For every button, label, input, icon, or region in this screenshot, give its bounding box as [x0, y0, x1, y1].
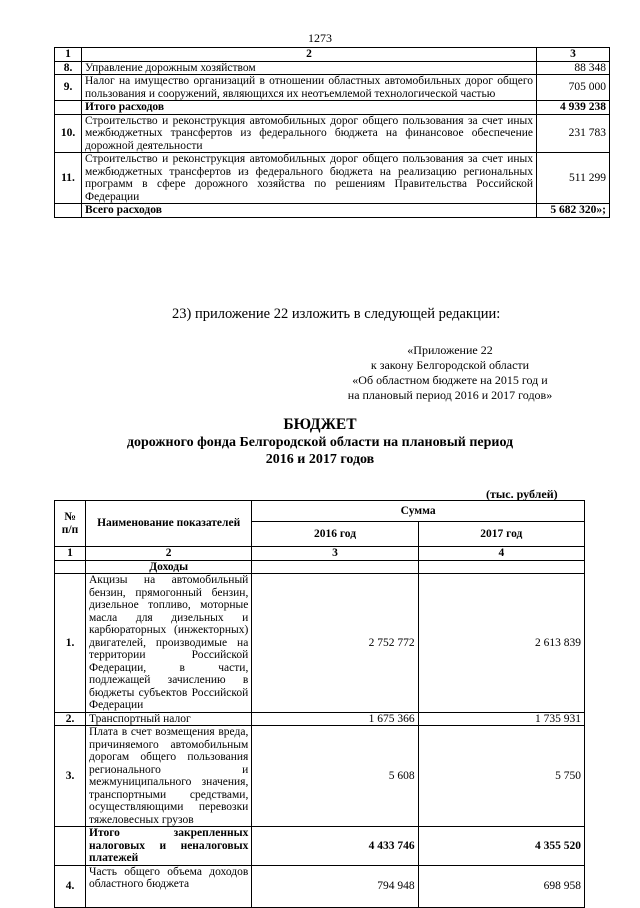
row-value-2017: 1 735 931: [418, 712, 584, 726]
index-cell: 3: [252, 547, 418, 561]
table-header-row: [55, 48, 610, 62]
index-cell: 4: [418, 547, 584, 561]
row-number: [55, 204, 82, 218]
empty-cell: [418, 560, 584, 574]
header-name: Наименование показателей: [86, 501, 252, 547]
row-name: Итого закрепленных налоговых и неналоговых платежей: [86, 827, 252, 866]
row-value: 4 939 238: [537, 101, 610, 115]
row-value: 231 783: [537, 114, 610, 153]
page-number: 1273: [308, 31, 332, 45]
empty-cell: [252, 560, 418, 574]
table-row-total: [55, 827, 585, 866]
subtitle-line: 2016 и 2017 годов: [265, 452, 375, 467]
appendix-line: на плановый период 2016 и 2017 годов»: [347, 388, 553, 402]
row-name: Управление дорожным хозяйством: [82, 61, 537, 75]
row-value-2016: 1 675 366: [252, 712, 418, 726]
table-row-total: [55, 204, 610, 218]
row-number: 1.: [55, 574, 86, 713]
header-2017: 2017 год: [418, 522, 584, 547]
row-number: 10.: [55, 114, 82, 153]
row-value: 511 299: [537, 153, 610, 204]
row-number: 2.: [55, 712, 86, 726]
section-income: Доходы: [86, 560, 252, 574]
row-number: 8.: [55, 61, 82, 75]
table-row: [55, 726, 585, 827]
subtitle-line: дорожного фонда Белгородской области на плановый период: [126, 435, 514, 450]
row-name: Строительство и реконструкция автомобильных дорог общего пользования за счет иных межбюджетных трансфертов из федерального бюджета на финансовое обеспечение дорожной деятельности: [82, 114, 537, 153]
appendix-header: [300, 343, 600, 403]
index-cell: 1: [55, 547, 86, 561]
header-sum: Сумма: [252, 501, 585, 522]
header-cell: 3: [537, 48, 610, 62]
header-num: № п/п: [55, 501, 86, 547]
appendix-line: «Приложение 22: [407, 343, 493, 357]
row-name: Плата в счет возмещения вреда, причиняемого автомобильным дорогам общего пользования регионального и межмуниципального значения, транспортными средствами, осуществляющими перевозки тяжеловесных грузов: [86, 726, 252, 827]
table-row-total: [55, 101, 610, 115]
table-row: [55, 865, 585, 907]
row-value: 5 682 320»;: [537, 204, 610, 218]
row-number: [55, 827, 86, 866]
row-name: Часть общего объема доходов областного бюджета: [86, 865, 252, 907]
table-row: [55, 114, 610, 153]
table-header-row: [55, 501, 585, 522]
appendix-line: «Об областном бюджете на 2015 год и: [352, 373, 548, 387]
table-row: [55, 75, 610, 101]
header-2016: 2016 год: [252, 522, 418, 547]
row-name: Всего расходов: [82, 204, 537, 218]
row-name: Налог на имущество организаций в отношении областных автомобильных дорог общего пользования и сооружений, являющихся их неотъемлемой технологической частью: [82, 75, 537, 101]
empty-cell: [55, 560, 86, 574]
row-name: Итого расходов: [82, 101, 537, 115]
row-number: 11.: [55, 153, 82, 204]
header-cell: 2: [82, 48, 537, 62]
document-title: БЮДЖЕТ: [283, 416, 357, 433]
section-row: [55, 560, 585, 574]
units-label: (тыс. рублей): [486, 487, 558, 501]
row-value: 705 000: [537, 75, 610, 101]
row-value-2017: 5 750: [418, 726, 584, 827]
row-value-2017: 698 958: [418, 865, 584, 907]
row-value-2017: 4 355 520: [418, 827, 584, 866]
index-row: [55, 547, 585, 561]
header-cell: 1: [55, 48, 82, 62]
row-number: 3.: [55, 726, 86, 827]
row-number: 4.: [55, 865, 86, 907]
row-value-2016: 2 752 772: [252, 574, 418, 713]
row-name: Транспортный налог: [86, 712, 252, 726]
table-row: [55, 153, 610, 204]
expenses-table: [54, 47, 610, 218]
row-value-2017: 2 613 839: [418, 574, 584, 713]
row-number: 9.: [55, 75, 82, 101]
table-row: [55, 574, 585, 713]
row-name: Акцизы на автомобильный бензин, прямогонный бензин, дизельное топливо, моторные масла для дизельных и карбюраторных (инжекторных) двигателей, производимые на территории Российской Федерации, в части, подлежащей зачислению в бюджеты субъектов Российской Федерации: [86, 574, 252, 713]
row-value-2016: 4 433 746: [252, 827, 418, 866]
row-value: 88 348: [537, 61, 610, 75]
row-number: [55, 101, 82, 115]
row-value-2016: 794 948: [252, 865, 418, 907]
document-subtitle: [0, 434, 640, 468]
amendment-text: 23) приложение 22 изложить в следующей редакции:: [172, 306, 501, 322]
table-row: [55, 61, 610, 75]
index-cell: 2: [86, 547, 252, 561]
budget-table: [54, 500, 585, 908]
row-value-2016: 5 608: [252, 726, 418, 827]
appendix-line: к закону Белгородской области: [370, 358, 530, 372]
table-row: [55, 712, 585, 726]
row-name: Строительство и реконструкция автомобильных дорог общего пользования за счет иных межбюджетных трансфертов из федерального бюджета на реализацию региональных программ в сфере дорожного хозяйства по решениям Правительства Российской Федерации: [82, 153, 537, 204]
